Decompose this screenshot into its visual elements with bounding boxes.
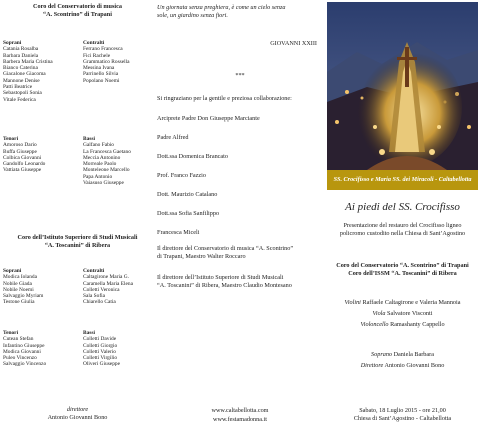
text-line: Colletti Giorgio <box>83 342 118 349</box>
text-line: Mannone Denise <box>3 77 40 84</box>
text-line: Fici Rachele <box>83 52 111 59</box>
text-line: Barbara Daniela <box>3 52 39 59</box>
text-line: Contralti <box>83 40 105 46</box>
text-line: Gandolfo Leonardo <box>3 161 46 168</box>
text-line: Bassi <box>83 330 95 336</box>
text-line: Salvatore Visconti <box>387 310 433 317</box>
text-line: Tenori <box>3 136 19 142</box>
quote <box>157 4 322 20</box>
text-line: Antonio Giovanni Bono <box>384 362 445 369</box>
text-line: Meccia Antonino <box>83 154 121 161</box>
text-line: Direttore <box>360 362 384 369</box>
text-line: Colletti Davide <box>83 336 117 343</box>
text-line: Cutean Stefan <box>3 336 34 343</box>
choir1-title <box>0 3 155 19</box>
event-title: Ai piedi del SS. Crocifisso <box>345 201 460 213</box>
performers <box>327 349 478 371</box>
text-line: “A. Scontrino” di Trapani <box>43 11 112 18</box>
text-line: Amoroso Dario <box>3 142 37 149</box>
text-line: Bianco Caterina <box>3 65 38 72</box>
text-line: Testone Giulia <box>3 299 35 306</box>
text-line: Il direttore dell’Istituto Superiore di Studi Musicali <box>157 274 284 281</box>
text-line: Modica Iolanda <box>3 274 37 281</box>
thanks-item: Prof. Franco Fazzio <box>157 172 206 179</box>
text-line: Coro dell’ISSM “A. Toscanini” di Ribera <box>348 270 457 277</box>
text-line: Ramashanty Cappello <box>390 321 445 328</box>
text-line: di Trapani, Maestro Walter Roccaro <box>157 253 246 260</box>
choir-list-panel <box>0 0 155 430</box>
text-line: Nobile Giada <box>3 280 32 287</box>
church-scene-icon <box>327 2 478 190</box>
text-line: Nobile Noemi <box>3 286 34 293</box>
soprani-list <box>3 40 53 103</box>
text-line: Violoncello <box>360 321 389 328</box>
text-line: Un giornata senza preghiera, è come un cielo senza <box>157 4 286 11</box>
text-line: Grammatico Rossella <box>83 58 130 65</box>
text-line: Soprani <box>3 40 22 46</box>
text-line: Patti Beatrice <box>3 84 33 91</box>
text-line: Buffa Giuseppe <box>3 148 37 155</box>
text-line: Colletti Valerio <box>83 348 116 355</box>
separator: *** <box>235 72 245 79</box>
text-line: Chiesa di Sant’Agostino - Caltabellotta <box>353 415 452 422</box>
director-credit <box>0 406 155 422</box>
text-line: Catania Rosalba <box>3 46 39 53</box>
text-line: Puleo Vincenzo <box>3 355 37 362</box>
text-line: Antonio Giovanni Bono <box>47 414 108 421</box>
thanks-director1 <box>157 245 322 261</box>
choirs-credit <box>327 262 478 278</box>
text-line: Giacalone Giacoma <box>3 71 46 78</box>
text-line: “A. Toscanini” di Ribera <box>44 242 111 249</box>
text-line: Soprani <box>3 268 22 274</box>
thanks-item: Dott.ssa Sofia Sanfilippo <box>157 210 220 217</box>
text-line: Coro del Conservatorio “A. Scontrino” di Trapani <box>336 262 469 269</box>
text-line: sole, un giardino senza fiori. <box>157 12 228 19</box>
text-line: Salvaggio Myriam <box>3 293 44 300</box>
acknowledgements-panel <box>155 0 325 430</box>
bassi-list <box>83 136 131 186</box>
contralti-list <box>83 40 130 84</box>
text-line: Raffaele Caltagirone e Valeria Mannoia <box>362 299 461 306</box>
thanks-item: Padre Alfred <box>157 134 189 141</box>
text-line: Oliveri Giuseppe <box>83 361 120 368</box>
text-line: Vattiata Giuseppe <box>3 167 42 174</box>
text-line: Contralti <box>83 268 105 274</box>
text-line: Viola <box>372 310 386 317</box>
text-line: Messina Ivana <box>83 65 115 72</box>
text-line: policromo custodito nella Chiesa di Sant’Agostino <box>339 230 466 237</box>
text-line: Salvaggio Vincenzo <box>3 361 47 368</box>
cover-panel <box>325 0 480 430</box>
text-line: Galfano Fabio <box>83 142 114 149</box>
choir2-title <box>0 234 155 250</box>
thanks-director2 <box>157 274 322 290</box>
thanks-intro: Si ringraziano per la gentile e preziosa collaborazione: <box>157 95 292 102</box>
text-line: Caramella Maria Elena <box>83 280 133 287</box>
text-line: Caltagirone Maria G. <box>83 274 129 281</box>
tenori2-list <box>3 330 46 368</box>
text-line: Sabato, 18 Luglio 2015 - ore 21,00 <box>359 407 446 414</box>
text-line: Coro dell’Istituto Superiore di Studi Musicali <box>17 234 138 241</box>
text-line: Violini <box>344 299 361 306</box>
text-line: Tenori <box>3 330 19 336</box>
text-line: Bassi <box>83 136 95 142</box>
text-line: Modica Giovanni <box>3 348 41 355</box>
soprani2-list <box>3 268 43 306</box>
text-line: Soprano <box>371 351 393 358</box>
text-line: Ferrano Francesca <box>83 46 123 53</box>
text-line: Vaiasuso Giuseppe <box>83 180 124 187</box>
website-link[interactable]: www.festamadonna.it <box>213 416 267 423</box>
event-date-venue <box>327 407 478 423</box>
contralti2-list <box>83 268 133 306</box>
text-line: Barbera Maria Cristina <box>3 58 53 65</box>
bassi2-list <box>83 330 120 368</box>
tenori-list <box>3 136 45 174</box>
website-link[interactable]: www.caltabellotta.com <box>211 407 269 414</box>
photo-caption: SS. Crocifisso e Maria SS. dei Miracoli - Caltabellotta <box>327 170 478 190</box>
text-line: Infantino Giuseppe <box>3 342 45 349</box>
text-line: “A. Toscanini” di Ribera, Maestro Claudio Montesano <box>157 282 292 289</box>
text-line: Daniela Barbara <box>393 351 434 358</box>
crucifix-photo <box>327 2 478 190</box>
text-line: Colletti Veronica <box>83 286 120 293</box>
text-line: Colbica Giovanni <box>3 154 42 161</box>
text-line: Popolano Noemi <box>83 77 120 84</box>
text-line: Papa Antonio <box>83 173 113 180</box>
text-line: direttore <box>66 406 89 413</box>
event-subtitle <box>327 222 478 238</box>
text-line: Vitale Federica <box>3 96 36 103</box>
text-line: Morreale Paolo <box>83 161 117 168</box>
thanks-item: Dott.ssa Domenica Brancato <box>157 153 228 160</box>
text-line: Sebastopoli Sonia <box>3 90 42 97</box>
quote-author: GIOVANNI XXIII <box>270 40 317 47</box>
text-line: Parrinello Silvia <box>83 71 119 78</box>
text-line: Presentazione del restauro del Crocifisso ligneo <box>343 222 462 229</box>
thanks-item: Francesca Miceli <box>157 229 200 236</box>
text-line: La Francesca Gaetano <box>83 148 131 155</box>
text-line: Sala Sofia <box>83 293 106 300</box>
text-line: Il direttore del Conservatorio di musica “A. Scontrino” <box>157 245 294 252</box>
text-line: Coro del Conservatorio di musica <box>33 3 122 10</box>
text-line: Monteleone Marcello <box>83 167 130 174</box>
text-line: Chiarello Catia <box>83 299 116 306</box>
thanks-item: Dott. Maurizio Catalano <box>157 191 218 198</box>
websites <box>155 406 325 424</box>
thanks-item: Arciprete Padre Don Giuseppe Marciante <box>157 115 260 122</box>
text-line: Colletti Virgilio <box>83 355 118 362</box>
soloists <box>327 297 478 330</box>
